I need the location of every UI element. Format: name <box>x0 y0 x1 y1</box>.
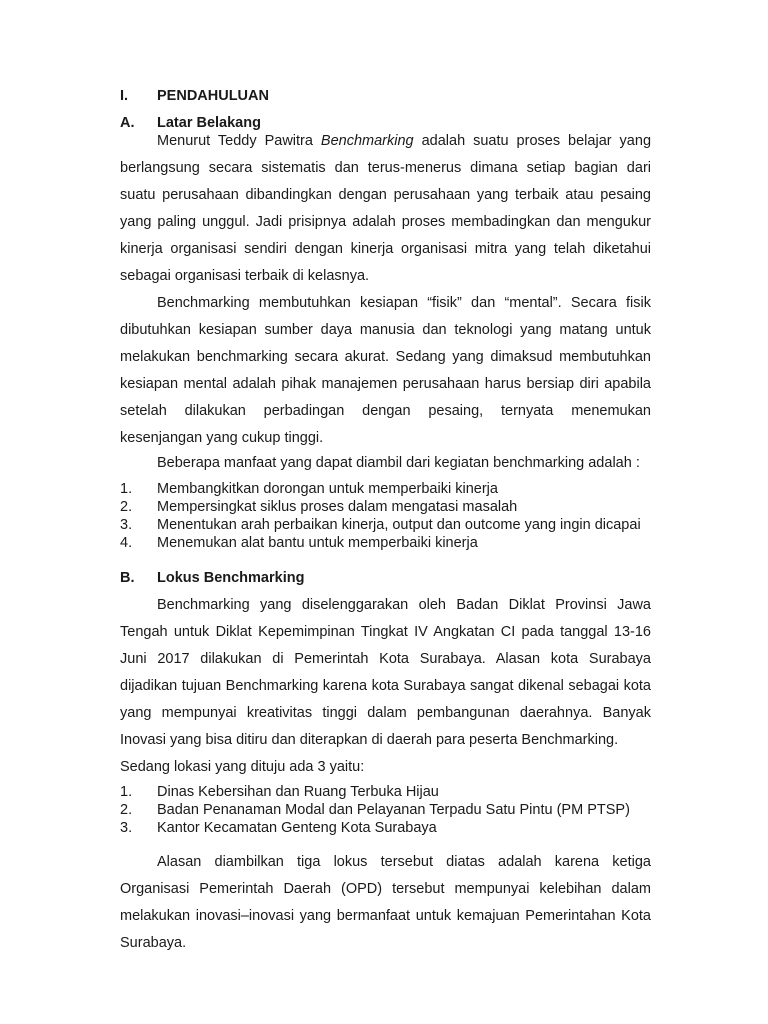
subsection-title: Lokus Benchmarking <box>157 570 305 586</box>
list-text: Menemukan alat bantu untuk memperbaiki kinerja <box>157 535 478 551</box>
subsection-number: A. <box>120 115 135 131</box>
paragraph-definition <box>120 128 651 290</box>
list-item <box>120 801 680 819</box>
paragraph-benefits-intro: Beberapa manfaat yang dapat diambil dari kegiatan benchmarking adalah : <box>157 455 640 471</box>
list-item <box>120 783 680 801</box>
list-number: 3. <box>120 820 133 836</box>
list-item <box>120 480 680 498</box>
list-number: 1. <box>120 481 133 497</box>
list-item <box>120 819 680 837</box>
list-text: Mempersingkat siklus proses dalam mengatasi masalah <box>157 499 518 515</box>
list-item <box>120 516 680 534</box>
list-number: 2. <box>120 802 133 818</box>
paragraph-lokus-description: Benchmarking yang diselenggarakan oleh Badan Diklat Provinsi Jawa Tengah untuk Diklat Kepemimpinan Tingkat IV Angkatan CI pada tanggal 13-16 Juni 2017 dilakukan di Pemerintah Kota Surabaya. Alasan kota Surabaya dijadikan tujuan Benchmarking karena kota Surabaya sangat dikenal sebagai kota yang mempunyai kreativitas tinggi dalam pembangunan daerahnya. Banyak Inovasi yang bisa ditiru dan diterapkan di daerah para peserta Benchmarking. <box>120 597 651 748</box>
section-heading-pendahuluan <box>0 88 768 108</box>
list-text: Dinas Kebersihan dan Ruang Terbuka Hijau <box>157 784 439 800</box>
paragraph-locations-intro: Sedang lokasi yang dituju ada 3 yaitu: <box>120 759 365 775</box>
list-item <box>120 534 680 552</box>
section-number: I. <box>120 88 129 104</box>
list-text: Menentukan arah perbaikan kinerja, output dan outcome yang ingin dicapai <box>157 517 641 533</box>
locations-list <box>120 783 680 837</box>
list-text: Membangkitkan dorongan untuk memperbaiki kinerja <box>157 481 498 497</box>
subsection-title: Latar Belakang <box>157 115 261 131</box>
list-text: Kantor Kecamatan Genteng Kota Surabaya <box>157 820 437 836</box>
section-title: PENDAHULUAN <box>157 88 269 104</box>
list-number: 1. <box>120 784 133 800</box>
benchmarking-emphasis: Benchmarking <box>320 133 414 149</box>
list-number: 3. <box>120 517 133 533</box>
paragraph-reasons: Alasan diambilkan tiga lokus tersebut diatas adalah karena ketiga Organisasi Pemerintah Daerah (OPD) tersebut mempunyai kelebihan dalam melakukan inovasi–inovasi yang bermanfaat untuk kemajuan Pemerintahan Kota Surabaya. <box>120 854 651 951</box>
subsection-number: B. <box>120 570 135 586</box>
paragraph-definition-text-start: Menurut Teddy Pawitra <box>157 133 321 149</box>
subsection-heading-lokus <box>0 570 768 590</box>
list-item <box>120 498 680 516</box>
paragraph-definition-text-end: adalah suatu proses belajar yang berlangsung secara sistematis dan terus-menerus dimana setiap bagian dari suatu perusahaan dibandingkan dengan perusahaan yang terbaik atau pesaing yang paling unggul. Jadi prisipnya adalah proses membadingkan dan mengukur kinerja organisasi sendiri dengan kinerja organisasi mitra yang telah diketahui sebagai organisasi terbaik di kelasnya. <box>120 133 652 284</box>
list-text: Badan Penanaman Modal dan Pelayanan Terpadu Satu Pintu (PM PTSP) <box>157 802 630 818</box>
benefits-list <box>120 480 680 552</box>
list-number: 2. <box>120 499 133 515</box>
paragraph-readiness: Benchmarking membutuhkan kesiapan “fisik” dan “mental”. Secara fisik dibutuhkan kesiapan sumber daya manusia dan teknologi yang matang untuk melakukan benchmarking secara akurat. Sedang yang dimaksud membutuhkan kesiapan mental adalah pihak manajemen perusahaan harus bersiap diri apabila setelah dilakukan perbadingan dengan pesaing, ternyata menemukan kesenjangan yang cukup tinggi. <box>120 295 651 446</box>
list-number: 4. <box>120 535 133 551</box>
